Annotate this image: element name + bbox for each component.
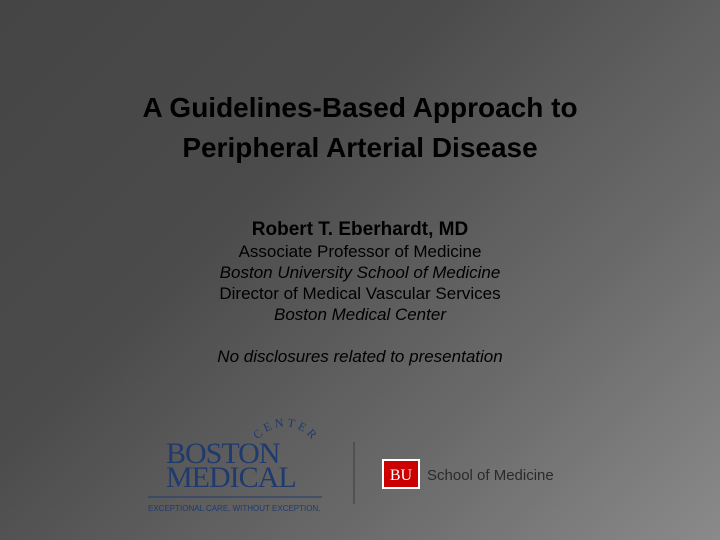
bmc-tagline: EXCEPTIONAL CARE. WITHOUT EXCEPTION. xyxy=(148,504,321,513)
title-line-1: A Guidelines-Based Approach to xyxy=(142,92,578,123)
affiliation-title: Associate Professor of Medicine xyxy=(238,242,482,261)
bmc-center-arc: CENTER xyxy=(250,415,322,444)
title-line-2: Peripheral Arterial Disease xyxy=(182,132,538,163)
boston-medical-logo xyxy=(148,415,322,513)
logo-band xyxy=(140,400,580,518)
bmc-line-boston: BOSTON xyxy=(166,437,280,470)
bmc-line-medical: MEDICAL xyxy=(166,461,296,494)
affiliation-center: Boston Medical Center xyxy=(274,305,446,324)
slide-title xyxy=(60,88,660,168)
bu-school-of-medicine-logo xyxy=(382,459,554,489)
affiliation-school: Boston University School of Medicine xyxy=(219,263,501,282)
author-name: Robert T. Eberhardt, MD xyxy=(251,219,469,240)
affiliation-block xyxy=(100,241,620,325)
disclosure-note: No disclosures related to presentation xyxy=(217,347,503,366)
affiliation-role: Director of Medical Vascular Services xyxy=(219,284,501,303)
logos-svg xyxy=(140,400,580,518)
bu-badge-text: BU xyxy=(389,467,413,484)
bu-label: School of Medicine xyxy=(427,467,554,484)
